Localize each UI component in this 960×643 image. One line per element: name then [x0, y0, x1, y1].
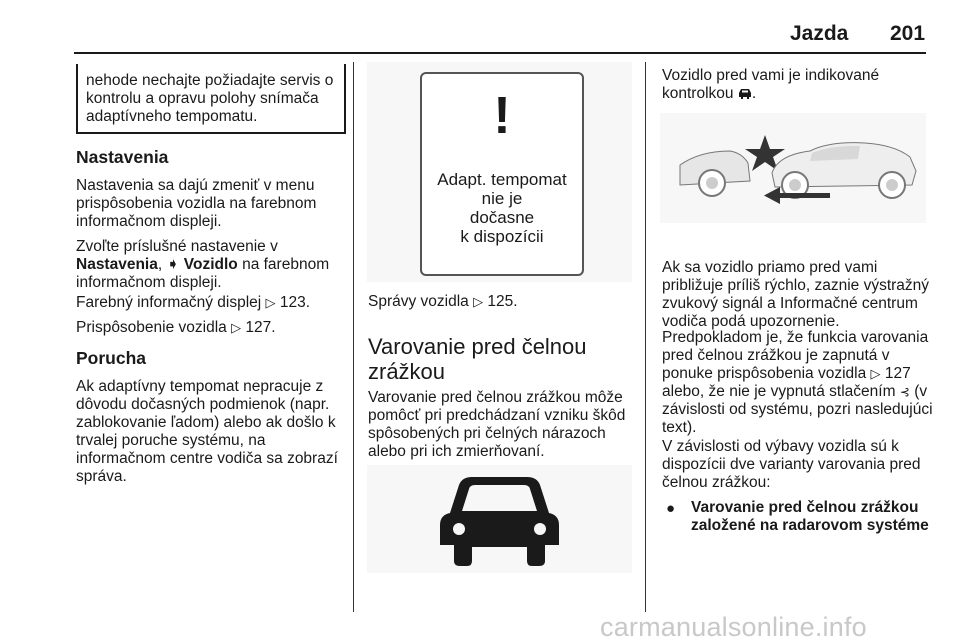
fault-paragraph: Ak adaptívny tempomat nepracuje z dôvodu dočasných podmienok (napr. zablokovanie ľadom) alebo ak došlo k trvalej poruche systému, na informačnom centre vodiča sa zobrazí správa. [76, 378, 338, 485]
prerequisite-paragraph [662, 329, 934, 437]
settings-heading: Nastavenia [76, 147, 169, 167]
car-ahead-icon [738, 88, 752, 99]
settings-paragraph-4 [76, 319, 276, 337]
warning-paragraph: Ak sa vozidlo priamo pred vami približuje príliš rýchlo, zaznie výstražný zvukový signál a Informačné centrum vodiča podá upozornenie. [662, 259, 930, 330]
display-line: dočasne [469, 208, 535, 227]
page-ref-icon: ▷ [473, 294, 484, 309]
page-ref-icon: ▷ [870, 366, 881, 381]
customization-ref-text: Prispôsobenie vozidla [76, 319, 227, 336]
menu-path-vehicle: Vozidlo [183, 256, 238, 273]
settings-paragraph-3 [76, 294, 310, 312]
vehicle-ahead-icon [772, 143, 916, 198]
warning-exclamation-icon: ! [493, 87, 511, 145]
car-front-icon [367, 465, 632, 573]
car-icon-illustration [367, 465, 632, 573]
settings-paragraph-2: Zvoľte príslušné nastavenie v Nastavenia, ➧ Vozidlo na farebnom informačnom displeji. [76, 238, 330, 291]
indicator-text: Vozidlo pred vami je indikované [662, 67, 880, 84]
collision-illustration [660, 113, 926, 223]
settings-paragraph-1: Nastavenia sa dajú zmeniť v menu prispôsobenia vozidla na farebnom informačnom displeji. [76, 177, 317, 230]
prerequisite-ref: 127 alebo, že nie je vypnutá stlačením [662, 365, 911, 400]
fault-heading: Porucha [76, 348, 147, 368]
bullet-line: založené na radarovom systéme [691, 517, 929, 534]
collision-diagram [660, 113, 926, 223]
display-line: k dispozícii [460, 227, 544, 246]
indicator-paragraph: Vozidlo pred vami je indikované kontrolkou . [662, 67, 880, 102]
messages-text: Správy vozidla [368, 293, 469, 310]
menu-path-settings: Nastavenia [76, 256, 158, 273]
page-ref-icon: ▷ [231, 320, 242, 335]
prerequisite-text: Predpokladom je, že funkcia varovania pred čelnou zrážkou je zapnutá v ponuke prispôsobenia vozidla [662, 329, 929, 382]
chapter-title: Jazda [790, 22, 849, 45]
display-line: nie je [481, 189, 523, 208]
bullet-dot: ● [666, 500, 676, 517]
variants-paragraph: V závislosti od výbavy vozidla sú k dispozícii dve varianty varovania pred čelnou zrážkou: [662, 438, 921, 491]
section-heading [368, 334, 638, 384]
display-message [422, 170, 582, 246]
collision-button-icon: ⊰ [899, 385, 910, 399]
header-rule [74, 52, 926, 54]
prerequisite-text-end: (v závislosti od systému, pozri nasledujúci text). [662, 383, 933, 436]
display-line: Adapt. tempomat [437, 170, 567, 189]
settings-text: Zvoľte príslušné nastavenie v [76, 238, 278, 255]
settings-text-end: na farebnom informačnom displeji. [76, 256, 330, 291]
page-ref-number[interactable]: 123. [279, 294, 311, 311]
messages-paragraph [368, 293, 518, 311]
indicator-text: kontrolkou [662, 85, 734, 102]
driver-info-display [420, 72, 584, 276]
own-vehicle-icon [680, 151, 750, 196]
watermark: carmanualsonline.info [600, 612, 867, 642]
display-ref-text: Farebný informačný displej [76, 294, 262, 311]
notice-box [76, 64, 346, 134]
section-paragraph: Varovanie pred čelnou zrážkou môže pomôcť pri predchádzaní vzniku škôd spôsobených pri čelných nárazoch alebo pri ich zmierňovaní. [368, 389, 626, 460]
page-ref-icon: ▷ [265, 295, 276, 310]
notice-text: nehode nechajte požiadajte servis o kontrolu a opravu polohy snímača adaptívneho tempomatu. [86, 72, 334, 125]
column-divider [645, 62, 646, 612]
page-ref-number[interactable]: 125. [487, 293, 518, 310]
section-heading-line: zrážkou [368, 359, 446, 384]
page-number: 201 [890, 22, 926, 45]
column-divider [353, 62, 354, 612]
menu-arrow-icon: ➧ [166, 256, 180, 273]
section-heading-line: Varovanie pred čelnou [368, 334, 587, 359]
page-ref-number[interactable]: 127. [245, 319, 276, 336]
bullet-line: Varovanie pred čelnou zrážkou [691, 499, 919, 516]
bullet-item-radar [691, 499, 941, 535]
